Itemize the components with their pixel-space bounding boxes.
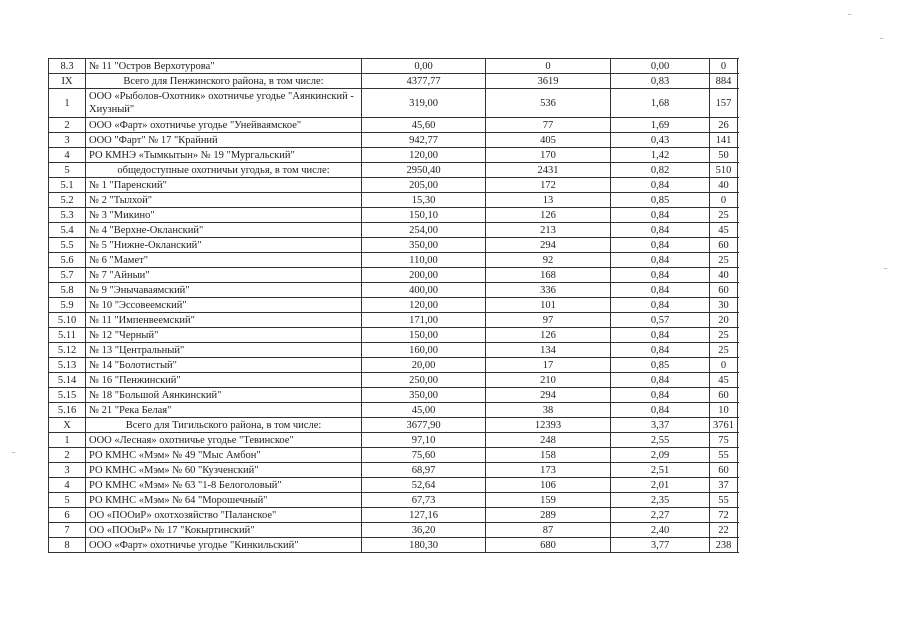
- scan-mark: [884, 268, 887, 269]
- table-row: [49, 493, 738, 508]
- count-value: 536: [486, 89, 611, 118]
- quota-value: 157: [710, 89, 738, 118]
- area-value: 319,00: [362, 89, 486, 118]
- row-number: 5.4: [49, 223, 86, 238]
- area-value: 4377,77: [362, 74, 486, 89]
- density-value: 0,84: [611, 208, 710, 223]
- density-value: 0,57: [611, 313, 710, 328]
- ground-name: № 12 "Черный": [86, 328, 362, 343]
- quota-value: 40: [710, 268, 738, 283]
- ground-name: РО КМНС «Мэм» № 64 "Морошечный": [86, 493, 362, 508]
- row-number: 8: [49, 538, 86, 553]
- quota-value: 25: [710, 253, 738, 268]
- ground-name: ООО «Лесная» охотничье угодье "Тевинское": [86, 433, 362, 448]
- area-value: 350,00: [362, 388, 486, 403]
- area-value: 171,00: [362, 313, 486, 328]
- ground-name: № 7 "Айныи": [86, 268, 362, 283]
- quota-value: 72: [710, 508, 738, 523]
- quota-value: 0: [710, 193, 738, 208]
- table-row: [49, 223, 738, 238]
- row-number: 5.12: [49, 343, 86, 358]
- quota-value: 75: [710, 433, 738, 448]
- count-value: 0: [486, 59, 611, 74]
- count-value: 170: [486, 148, 611, 163]
- row-number: 5.7: [49, 268, 86, 283]
- ground-name: № 11 "Остров Верхотурова": [86, 59, 362, 74]
- count-value: 126: [486, 328, 611, 343]
- area-value: 150,00: [362, 328, 486, 343]
- count-value: 210: [486, 373, 611, 388]
- scan-mark: [12, 452, 15, 453]
- row-number: 5: [49, 493, 86, 508]
- density-value: 2,35: [611, 493, 710, 508]
- quota-value: 26: [710, 118, 738, 133]
- area-value: 2950,40: [362, 163, 486, 178]
- count-value: 168: [486, 268, 611, 283]
- table-row: [49, 133, 738, 148]
- quota-value: 55: [710, 448, 738, 463]
- row-number: 4: [49, 148, 86, 163]
- count-value: 159: [486, 493, 611, 508]
- density-value: 0,84: [611, 373, 710, 388]
- ground-name: № 21 "Река Белая": [86, 403, 362, 418]
- ground-name: ОО «ПООиР» № 17 "Кокыртинский": [86, 523, 362, 538]
- quota-value: 20: [710, 313, 738, 328]
- area-value: 942,77: [362, 133, 486, 148]
- count-value: 134: [486, 343, 611, 358]
- area-value: 120,00: [362, 298, 486, 313]
- density-value: 0,43: [611, 133, 710, 148]
- ground-name: № 10 "Эссовеемский": [86, 298, 362, 313]
- row-number: 5.8: [49, 283, 86, 298]
- table-row: [49, 74, 738, 89]
- ground-name: ООО «Рыболов-Охотник» охотничье угодье "Аянкинский - Хиузный": [86, 89, 362, 118]
- area-value: 120,00: [362, 148, 486, 163]
- row-number: 1: [49, 89, 86, 118]
- ground-name: РО КМНС «Мэм» № 49 "Мыс Амбон": [86, 448, 362, 463]
- row-number: 5: [49, 163, 86, 178]
- count-value: 172: [486, 178, 611, 193]
- table-row: [49, 148, 738, 163]
- area-value: 0,00: [362, 59, 486, 74]
- ground-name: ООО «Фарт» охотничье угодье "Унейваямское": [86, 118, 362, 133]
- table-row: [49, 403, 738, 418]
- ground-name: ООО "Фарт" № 17 "Крайний: [86, 133, 362, 148]
- quota-value: 37: [710, 478, 738, 493]
- table-row: [49, 448, 738, 463]
- count-value: 173: [486, 463, 611, 478]
- density-value: 1,68: [611, 89, 710, 118]
- row-number: 5.15: [49, 388, 86, 403]
- quota-value: 884: [710, 74, 738, 89]
- count-value: 97: [486, 313, 611, 328]
- ground-name: Всего для Пенжинского района, в том числе:: [86, 74, 362, 89]
- table-row: [49, 313, 738, 328]
- ground-name: № 13 "Центральный": [86, 343, 362, 358]
- density-value: 0,84: [611, 253, 710, 268]
- area-value: 67,73: [362, 493, 486, 508]
- row-number: 5.5: [49, 238, 86, 253]
- area-value: 36,20: [362, 523, 486, 538]
- count-value: 289: [486, 508, 611, 523]
- scan-mark: [848, 14, 851, 15]
- ground-name: № 5 "Нижне-Окланский": [86, 238, 362, 253]
- table-row: [49, 418, 738, 433]
- row-number: 5.6: [49, 253, 86, 268]
- count-value: 294: [486, 388, 611, 403]
- quota-value: 141: [710, 133, 738, 148]
- ground-name: № 9 "Энычаваямский": [86, 283, 362, 298]
- area-value: 45,00: [362, 403, 486, 418]
- count-value: 680: [486, 538, 611, 553]
- quota-value: 30: [710, 298, 738, 313]
- row-number: X: [49, 418, 86, 433]
- density-value: 0,84: [611, 298, 710, 313]
- area-value: 180,30: [362, 538, 486, 553]
- row-number: 5.11: [49, 328, 86, 343]
- table-body: [49, 59, 738, 553]
- count-value: 13: [486, 193, 611, 208]
- density-value: 0,83: [611, 74, 710, 89]
- quota-value: 25: [710, 343, 738, 358]
- table-row: [49, 238, 738, 253]
- row-number: 5.13: [49, 358, 86, 373]
- ground-name: № 2 "Тылхой": [86, 193, 362, 208]
- density-value: 1,42: [611, 148, 710, 163]
- density-value: 0,85: [611, 358, 710, 373]
- area-value: 350,00: [362, 238, 486, 253]
- density-value: 0,84: [611, 178, 710, 193]
- ground-name: № 4 "Верхне-Окланский": [86, 223, 362, 238]
- area-value: 97,10: [362, 433, 486, 448]
- quota-value: 60: [710, 238, 738, 253]
- area-value: 110,00: [362, 253, 486, 268]
- ground-name: общедоступные охотничьи угодья, в том числе:: [86, 163, 362, 178]
- quota-value: 0: [710, 358, 738, 373]
- count-value: 336: [486, 283, 611, 298]
- table-row: [49, 433, 738, 448]
- count-value: 3619: [486, 74, 611, 89]
- quota-value: 25: [710, 328, 738, 343]
- count-value: 38: [486, 403, 611, 418]
- quota-value: 25: [710, 208, 738, 223]
- ground-name: Всего для Тигильского района, в том числе:: [86, 418, 362, 433]
- area-value: 200,00: [362, 268, 486, 283]
- quota-value: 10: [710, 403, 738, 418]
- area-value: 254,00: [362, 223, 486, 238]
- ground-name: № 6 "Мамет": [86, 253, 362, 268]
- row-number: 5.9: [49, 298, 86, 313]
- row-number: 8.3: [49, 59, 86, 74]
- table-row: [49, 298, 738, 313]
- count-value: 248: [486, 433, 611, 448]
- table-row: [49, 178, 738, 193]
- density-value: 0,85: [611, 193, 710, 208]
- table-row: [49, 193, 738, 208]
- count-value: 405: [486, 133, 611, 148]
- row-number: 3: [49, 133, 86, 148]
- ground-name: № 18 "Большой Аянкинский": [86, 388, 362, 403]
- row-number: 4: [49, 478, 86, 493]
- density-value: 0,82: [611, 163, 710, 178]
- table-row: [49, 268, 738, 283]
- ground-name: РО КМНЭ «Тымкытын» № 19 "Мургальский": [86, 148, 362, 163]
- row-number: 5.10: [49, 313, 86, 328]
- count-value: 126: [486, 208, 611, 223]
- count-value: 213: [486, 223, 611, 238]
- row-number: 3: [49, 463, 86, 478]
- density-value: 3,37: [611, 418, 710, 433]
- area-value: 127,16: [362, 508, 486, 523]
- count-value: 101: [486, 298, 611, 313]
- count-value: 92: [486, 253, 611, 268]
- count-value: 17: [486, 358, 611, 373]
- table-row: [49, 283, 738, 298]
- ground-name: № 1 "Паренский": [86, 178, 362, 193]
- ground-name: № 16 "Пенжинский": [86, 373, 362, 388]
- row-number: 5.3: [49, 208, 86, 223]
- quota-value: 0: [710, 59, 738, 74]
- table-row: [49, 523, 738, 538]
- area-value: 3677,90: [362, 418, 486, 433]
- table-row: [49, 208, 738, 223]
- density-value: 0,84: [611, 343, 710, 358]
- density-value: 0,00: [611, 59, 710, 74]
- quota-value: 40: [710, 178, 738, 193]
- count-value: 12393: [486, 418, 611, 433]
- area-value: 205,00: [362, 178, 486, 193]
- quota-value: 60: [710, 388, 738, 403]
- density-value: 0,84: [611, 283, 710, 298]
- density-value: 0,84: [611, 328, 710, 343]
- area-value: 20,00: [362, 358, 486, 373]
- row-number: 1: [49, 433, 86, 448]
- quota-value: 60: [710, 463, 738, 478]
- density-value: 0,84: [611, 238, 710, 253]
- hunting-grounds-table: [48, 58, 738, 553]
- quota-value: 50: [710, 148, 738, 163]
- table-row: [49, 508, 738, 523]
- area-value: 52,64: [362, 478, 486, 493]
- table-row: [49, 388, 738, 403]
- quota-value: 510: [710, 163, 738, 178]
- table-row: [49, 478, 738, 493]
- area-value: 150,10: [362, 208, 486, 223]
- area-value: 400,00: [362, 283, 486, 298]
- ground-name: РО КМНС «Мэм» № 60 "Кузченский": [86, 463, 362, 478]
- density-value: 2,55: [611, 433, 710, 448]
- row-number: 5.1: [49, 178, 86, 193]
- row-number: 2: [49, 118, 86, 133]
- quota-value: 45: [710, 373, 738, 388]
- table-row: [49, 328, 738, 343]
- row-number: IX: [49, 74, 86, 89]
- count-value: 77: [486, 118, 611, 133]
- table-row: [49, 538, 738, 553]
- table-row: [49, 463, 738, 478]
- ground-name: РО КМНС «Мэм» № 63 "1-8 Белоголовый": [86, 478, 362, 493]
- table-row: [49, 343, 738, 358]
- ground-name: № 3 "Микино": [86, 208, 362, 223]
- ground-name: ОО «ПООиР» охотхозяйство "Паланское": [86, 508, 362, 523]
- table-row: [49, 253, 738, 268]
- table-row: [49, 373, 738, 388]
- row-number: 7: [49, 523, 86, 538]
- density-value: 2,51: [611, 463, 710, 478]
- density-value: 2,01: [611, 478, 710, 493]
- density-value: 1,69: [611, 118, 710, 133]
- quota-value: 22: [710, 523, 738, 538]
- quota-value: 55: [710, 493, 738, 508]
- density-value: 0,84: [611, 388, 710, 403]
- count-value: 158: [486, 448, 611, 463]
- area-value: 250,00: [362, 373, 486, 388]
- row-number: 5.2: [49, 193, 86, 208]
- density-value: 2,09: [611, 448, 710, 463]
- count-value: 106: [486, 478, 611, 493]
- scan-mark: [880, 38, 883, 39]
- area-value: 15,30: [362, 193, 486, 208]
- quota-value: 3761: [710, 418, 738, 433]
- area-value: 75,60: [362, 448, 486, 463]
- ground-name: № 11 "Импенвеемский": [86, 313, 362, 328]
- ground-name: № 14 "Болотистый": [86, 358, 362, 373]
- table-row: [49, 118, 738, 133]
- area-value: 68,97: [362, 463, 486, 478]
- table-row: [49, 89, 738, 118]
- table-row: [49, 163, 738, 178]
- density-value: 2,40: [611, 523, 710, 538]
- count-value: 294: [486, 238, 611, 253]
- area-value: 45,60: [362, 118, 486, 133]
- ground-name: ООО «Фарт» охотничье угодье "Кинкильский": [86, 538, 362, 553]
- quota-value: 45: [710, 223, 738, 238]
- table-row: [49, 358, 738, 373]
- density-value: 3,77: [611, 538, 710, 553]
- quota-value: 238: [710, 538, 738, 553]
- row-number: 5.14: [49, 373, 86, 388]
- table-row: [49, 59, 738, 74]
- count-value: 87: [486, 523, 611, 538]
- row-number: 5.16: [49, 403, 86, 418]
- density-value: 0,84: [611, 403, 710, 418]
- row-number: 6: [49, 508, 86, 523]
- count-value: 2431: [486, 163, 611, 178]
- row-number: 2: [49, 448, 86, 463]
- area-value: 160,00: [362, 343, 486, 358]
- quota-value: 60: [710, 283, 738, 298]
- density-value: 0,84: [611, 223, 710, 238]
- density-value: 2,27: [611, 508, 710, 523]
- density-value: 0,84: [611, 268, 710, 283]
